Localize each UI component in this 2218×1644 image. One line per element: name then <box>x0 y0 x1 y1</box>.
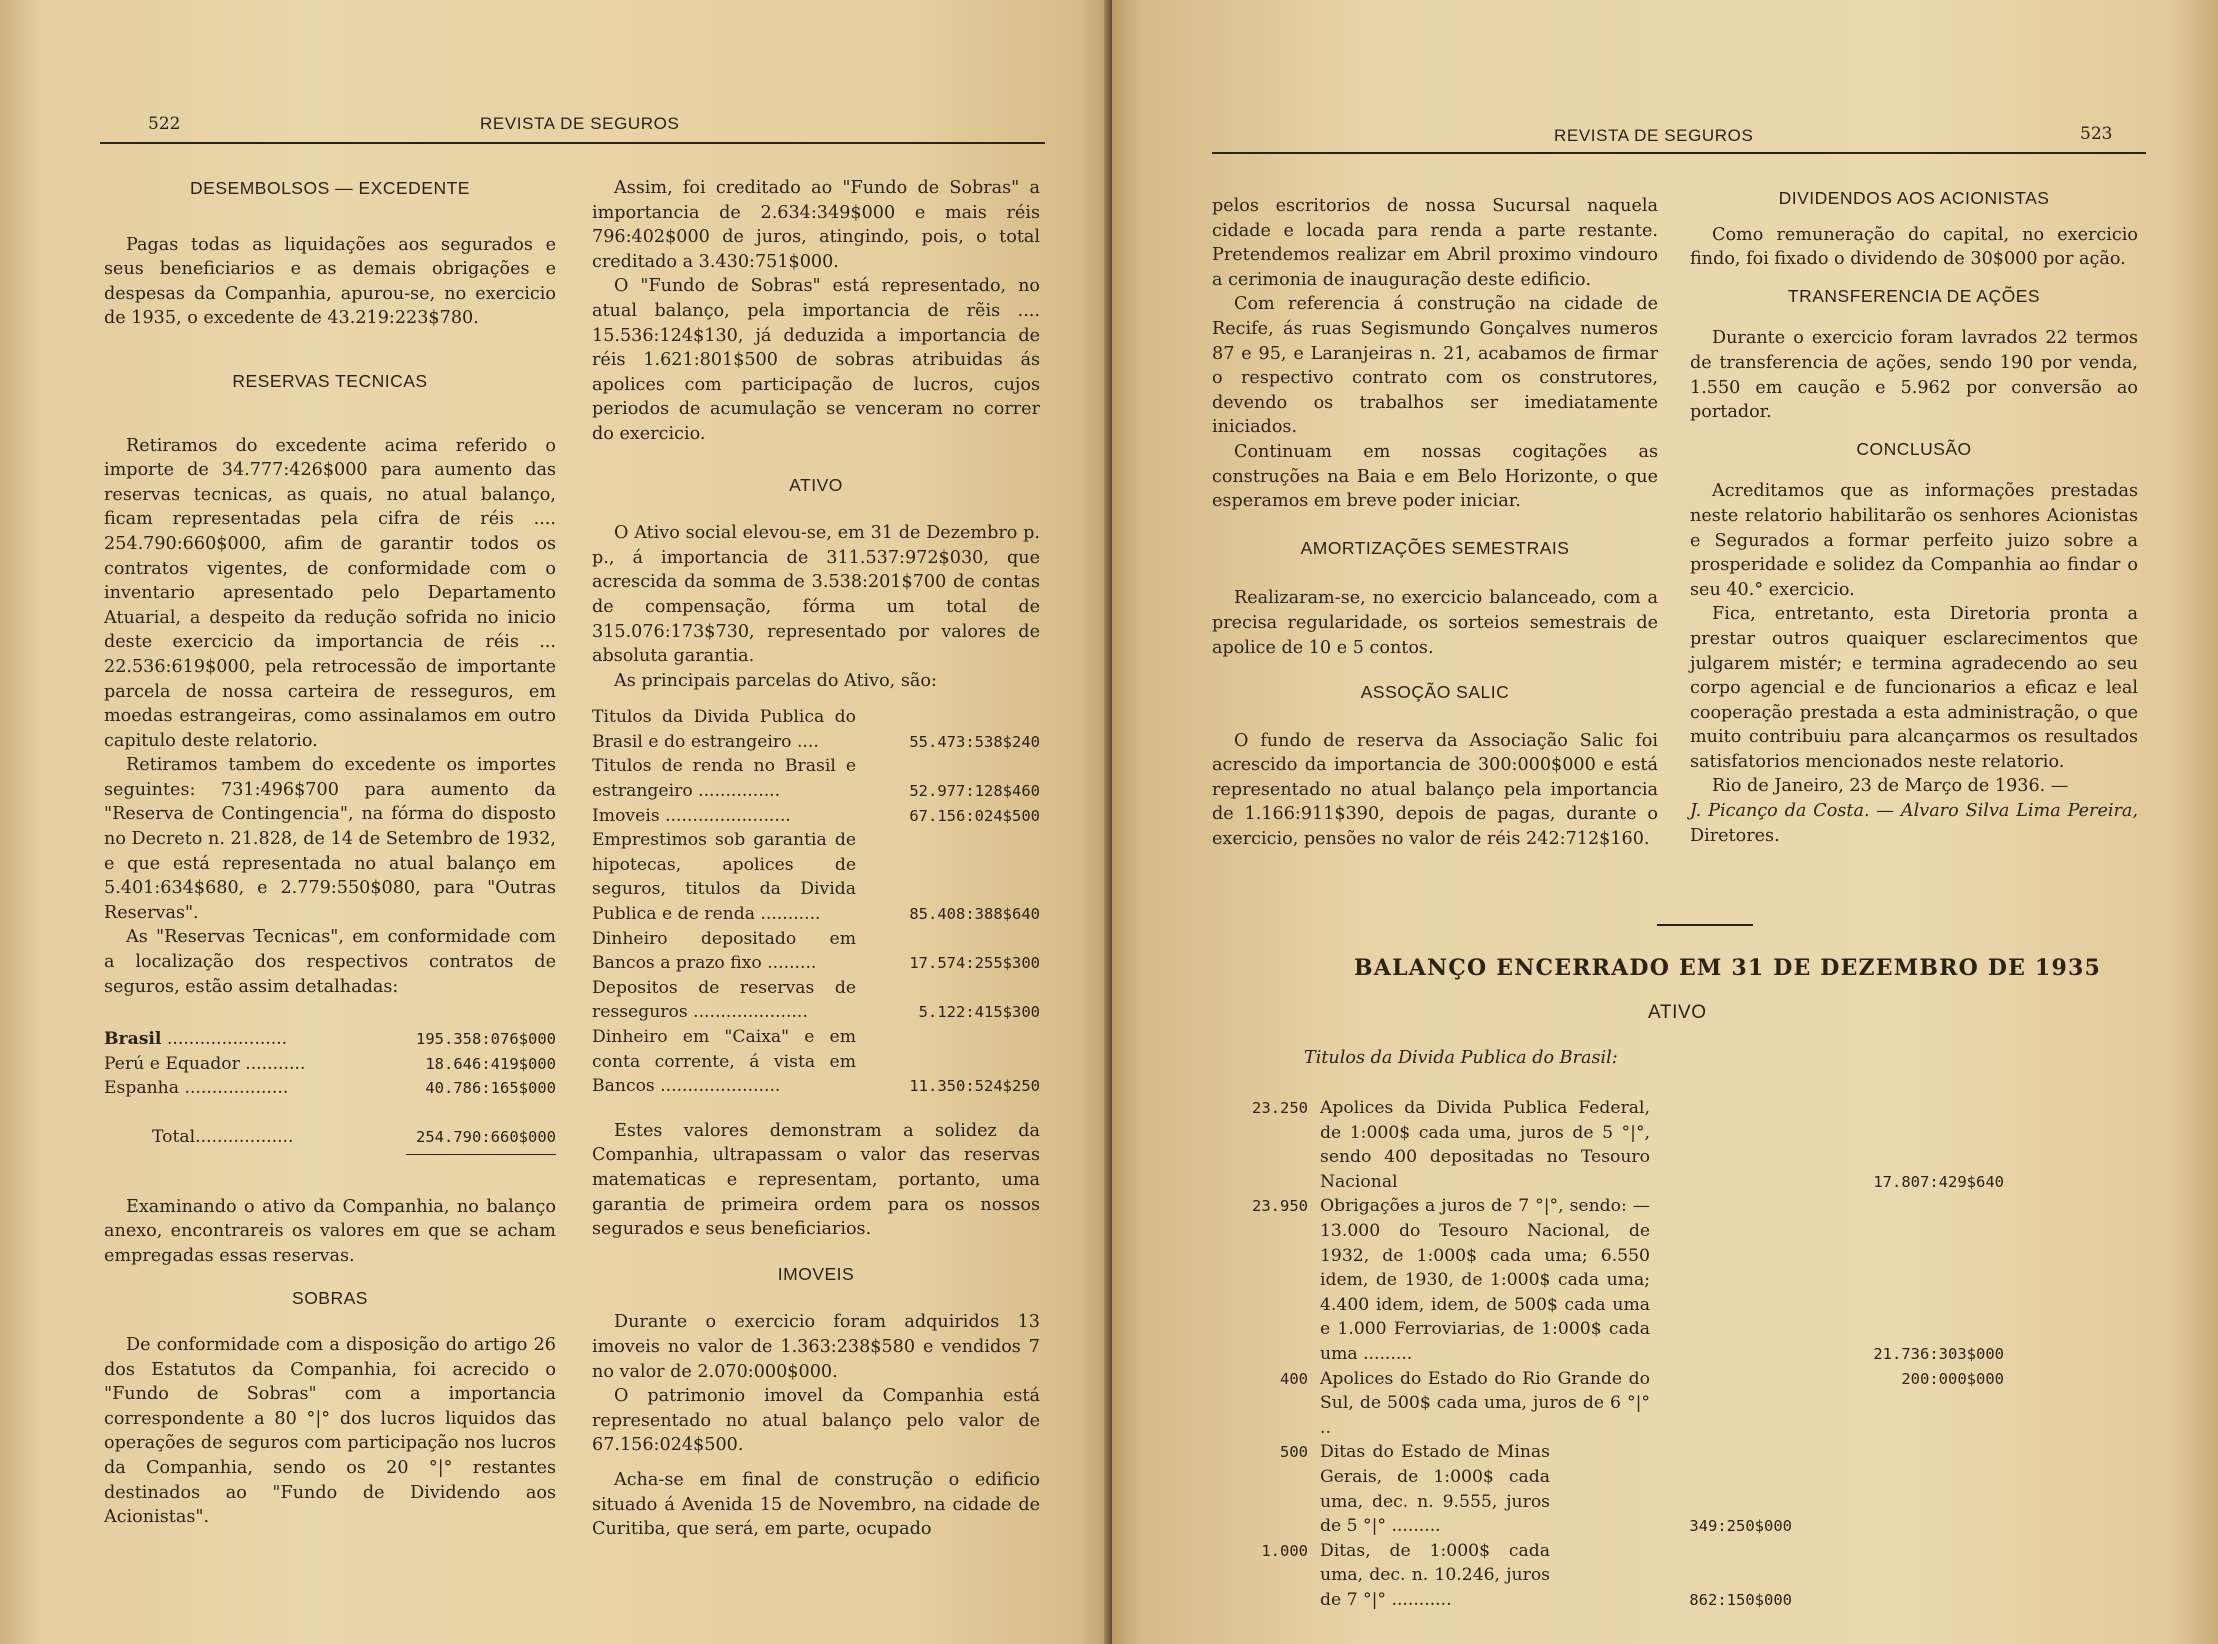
total-row <box>104 1125 556 1150</box>
header-rule <box>100 142 1045 144</box>
row-desc: Ditas, de 1:000$ cada uma, dec. n. 10.246, juros de 7 °|° ........... <box>1320 1540 1550 1610</box>
row-qty: 23.950 <box>1252 1197 1308 1216</box>
balanco-subtitle: ATIVO <box>1648 1002 1707 1023</box>
asset-label: Dinheiro em "Caixa" e em conta corrente, á vista em Bancos ...................... <box>592 1027 856 1097</box>
asset-label: Depositos de reservas de resseguros ..................... <box>592 977 856 1023</box>
signature-names: J. Picanço da Costa. — Alvaro Silva Lima Pereira, <box>1690 801 2138 822</box>
paragraph: Acreditamos que as informações prestadas neste relatorio habilitarão os senhores Acionistas e Segurados a formar perfeito juizo sobre a prosperidade e solidez da Companhia ao findar o seu 40.° exercicio. <box>1690 481 2138 600</box>
paragraph: Examinando o ativo da Companhia, no balanço anexo, encontrareis os valores em que se acham empregadas essas reservas. <box>104 1196 556 1266</box>
header-rule <box>1212 152 2146 154</box>
heading-transferencia: TRANSFERENCIA DE AÇÕES <box>1787 285 2041 306</box>
row-value: 40.786:165$000 <box>425 1079 556 1098</box>
row-desc: Obrigações a juros de 7 °|°, sendo: — 13.000 do Tesouro Nacional, de 1932, de 1:000$ cada uma; 6.550 idem, de 1930, de 1:000$ cada uma; 4.400 idem, idem, de 500$ cada uma e 1.000 Ferroviarias, de 1:000$ cada uma ......... <box>1320 1196 1650 1364</box>
asset-label: Imoveis ....................... <box>592 805 791 826</box>
row-value-2: 21.736:303$000 <box>1873 1344 2004 1363</box>
paragraph: pelos escritorios de nossa Sucursal naquela cidade e locada para renda a parte restante. Pretendemos realizar em Abril proximo vindouro a cerimonia de inauguração deste edificio. <box>1212 196 1658 290</box>
heading-imoveis: IMOVEIS <box>777 1263 855 1284</box>
signature-line <box>1690 799 2138 848</box>
right-column-2 <box>1690 186 2138 848</box>
paragraph: Pagas todas as liquidações aos segurados e seus beneficiarios e as demais obrigações e despesas da Companhia, apurou-se, no exercicio de 1935, o excedente de 43.219:223$780. <box>104 234 556 329</box>
paragraph: Retiramos tambem do excedente os importes seguintes: 731:496$700 para aumento da "Reserva de Contingencia", na fórma do disposto no Decreto n. 21.828, de 14 de Setembro de 1932, e que está representada no atual balanço em 5.401:634$680, e 2.779:550$080, para "Outras Reservas". <box>104 755 556 923</box>
paragraph: Como remuneração do capital, no exercicio findo, foi fixado o dividendo de 30$000 por ação. <box>1690 224 2138 270</box>
heading-reservas: RESERVAS TECNICAS <box>232 370 428 391</box>
table-row <box>592 976 1040 1025</box>
paragraph: Retiramos do excedente acima referido o importe de 34.777:426$000 para aumento das reservas tecnicas, as quais, no atual balanço, ficam representadas pela cifra de réis .... 254.790:660$000, afim de garantir todos os contratos vigentes, de conformidade com o inventario apresentado pelo Departamento Atuarial, a despeito da redução sofrida no inicio deste exercicio da importancia de réis ... 22.536:619$000, pela retrocessão de importante parcela de nossa carteira de resseguros, em moedas estrangeiras, como assinalamos em outro capitulo deste relatorio. <box>104 435 556 751</box>
asset-label: Dinheiro depositado em Bancos a prazo fixo ......... <box>592 928 856 974</box>
row-value-1: 862:150$000 <box>1689 1590 1792 1609</box>
asset-label: Emprestimos sob garantia de hipotecas, apolices de seguros, titulos da Divida Publica e de renda ........... <box>592 830 856 925</box>
reserves-table <box>104 1027 556 1154</box>
table-row <box>592 1025 1040 1099</box>
heading-ativo: ATIVO <box>789 474 843 495</box>
asset-value: 67.156:024$500 <box>909 806 1040 825</box>
row-label: Perú e Equador <box>104 1053 240 1074</box>
paragraph: Continuam em nossas cogitações as construções na Baia e em Belo Horizonte, o que esperamos em breve poder iniciar. <box>1212 441 1658 512</box>
left-column-1 <box>104 176 556 1530</box>
section-divider <box>1657 924 1753 926</box>
table-row <box>592 754 1040 803</box>
balanco-title: BALANÇO ENCERRADO EM 31 DE DEZEMBRO DE 1935 <box>1354 955 2101 981</box>
paragraph: O patrimonio imovel da Companhia está representado no atual balanço pelo valor de 67.156:024$500. <box>592 1386 1040 1456</box>
paragraph: Durante o exercicio foram adquiridos 13 imoveis no valor de 1.363:238$580 e vendidos 7 no valor de 2.070:000$000. <box>592 1312 1040 1382</box>
row-value-2: 200:000$000 <box>1901 1369 2004 1388</box>
row-value: 18.646:419$000 <box>425 1054 556 1073</box>
asset-label: Titulos da Divida Publica do Brasil e do estrangeiro .... <box>592 707 856 752</box>
signature-place: Rio de Janeiro, 23 de Março de 1936. — <box>1712 776 2069 797</box>
paragraph: Estes valores demonstram a solidez da Companhia, ultrapassam o valor das reservas matematicas e representam, portanto, uma garantia de primeira ordem para os nossos segurados e seus beneficiarios. <box>592 1120 1040 1240</box>
right-column-1 <box>1212 194 1658 852</box>
paragraph: Fica, entretanto, esta Diretoria pronta a prestar outros quaiquer esclarecimentos que julgarem mistér; e termina agradecendo ao seu corpo agencial e de funcionarios a eficaz e leal cooperação prestada a esta administração, o que muito contribuiu para alcançarmos os resultados satisfatorios mencionados neste relatorio. <box>1690 604 2138 772</box>
running-head: REVISTA DE SEGUROS <box>480 114 680 133</box>
right-page <box>1112 0 2218 1644</box>
row-value-2: 17.807:429$640 <box>1873 1172 2004 1191</box>
paragraph: Com referencia á construção na cidade de Recife, ás ruas Segismundo Gonçalves numeros 87 e 95, e Laranjeiras n. 21, acabamos de firmar o respectivo contrato com os construtores, devendo os trabalhos ser imediatamente iniciados. <box>1212 294 1658 438</box>
paragraph: De conformidade com a disposição do artigo 26 dos Estatutos da Companhia, foi acrecido o "Fundo de Sobras" com a importancia correspondente a 80 °|° dos lucros liquidos das operações de seguros com participação nos lucros da Companhia, sendo os 20 °|° restantes destinados ao "Fundo de Dividendo aos Acionistas". <box>104 1334 556 1528</box>
table-row <box>592 705 1040 754</box>
heading-sobras: SOBRAS <box>292 1288 368 1309</box>
page-number: 522 <box>148 114 181 134</box>
heading-amortizacoes: AMORTIZAÇÕES SEMESTRAIS <box>1300 537 1570 558</box>
row-desc: Ditas do Estado de Minas Gerais, de 1:000$ cada uma, dec. n. 9.555, juros de 5 °|° ......... <box>1320 1442 1550 1537</box>
asset-value: 17.574:255$300 <box>909 954 1040 973</box>
total-value: 254.790:660$000 <box>416 1128 556 1146</box>
page-number: 523 <box>2080 124 2113 144</box>
heading-conclusao: CONCLUSÃO <box>1856 438 1972 459</box>
table-row <box>592 828 1040 926</box>
row-qty: 1.000 <box>1261 1541 1308 1560</box>
table-row <box>104 1027 556 1052</box>
total-label: Total <box>152 1127 196 1147</box>
row-label: Espanha <box>104 1078 180 1099</box>
row-dots: ................... <box>184 1078 289 1099</box>
row-qty: 500 <box>1280 1443 1308 1462</box>
paragraph: Durante o exercicio foram lavrados 22 termos de transferencia de ações, sendo 190 por venda, 1.550 em caução e 5.962 por conversão ao portador. <box>1690 328 2138 423</box>
table-row <box>592 927 1040 976</box>
heading-desembolsos: DESEMBOLSOS — EXCEDENTE <box>190 178 470 198</box>
paragraph: Assim, foi creditado ao "Fundo de Sobras" a importancia de 2.634:349$000 e mais réis 796:402$000 de juros, atingindo, pois, o total creditado a 3.430:751$000. <box>592 178 1040 272</box>
row-qty: 23.250 <box>1252 1099 1308 1117</box>
row-value: 195.358:076$000 <box>416 1030 556 1049</box>
paragraph: Realizaram-se, no exercicio balanceado, com a precisa regularidade, os sorteios semestrais de apolice de 10 e 5 contos. <box>1212 588 1658 658</box>
row-qty: 400 <box>1280 1369 1308 1388</box>
table-row <box>104 1052 556 1077</box>
heading-dividendos: DIVIDENDOS AOS ACIONISTAS <box>1778 188 2050 208</box>
paragraph: O fundo de reserva da Associação Salic foi acrescido da importancia de 300:000$000 e está representado no atual balanço pela importancia de 1.166:911$390, depois de pagas, durante o exercicio, pensões no valor de réis 242:712$160. <box>1212 730 1658 850</box>
heading-salic: ASSOÇÃO SALIC <box>1360 682 1510 703</box>
asset-value: 55.473:538$240 <box>909 732 1040 751</box>
row-value-1: 349:250$000 <box>1689 1517 1792 1536</box>
row-desc: Apolices da Divida Publica Federal, de 1:000$ cada uma, juros de 5 °|°, sendo 400 depositadas no Tesouro Nacional <box>1320 1098 1650 1192</box>
balanco-section: Titulos da Divida Publica do Brasil: <box>1304 1048 1618 1068</box>
asset-value: 5.122:415$300 <box>918 1003 1040 1022</box>
table-row <box>592 804 1040 829</box>
paragraph: O "Fundo de Sobras" está representado, no atual balanço, pela importancia de rẽis .... 15.536:124$130, já deduzida a importancia de réis 1.621:801$500 de sobras atribuidas ás apolices com participação de lucros, cujos periodos de acumulação se venceram no correr do exercicio. <box>592 276 1040 444</box>
row-label: Brasil <box>104 1029 162 1050</box>
paragraph: As "Reservas Tecnicas", em conformidade com a localização dos respectivos contratos de seguros, estão assim detalhadas: <box>104 927 556 997</box>
assets-table <box>592 705 1040 1099</box>
asset-value: 11.350:524$250 <box>909 1077 1040 1096</box>
table-row <box>104 1076 556 1101</box>
paragraph: O Ativo social elevou-se, em 31 de Dezembro p. p., á importancia de 311.537:972$030, que acrescida da somma de 3.538:201$700 de contas de compensação, fórma um total de 315.076:173$730, representado por valores de absoluta garantia. <box>592 523 1040 667</box>
running-head: REVISTA DE SEGUROS <box>1554 126 1754 145</box>
balanco-table <box>1228 1096 2004 1612</box>
total-dots: .................. <box>195 1127 294 1147</box>
asset-label: Titulos de renda no Brasil e estrangeiro ............... <box>592 756 856 802</box>
asset-value: 52.977:128$460 <box>909 782 1040 801</box>
paragraph: As principais parcelas do Ativo, são: <box>614 670 937 691</box>
paragraph: Acha-se em final de construção o edificio situado á Avenida 15 de Novembro, na cidade de Curitiba, que será, em parte, ocupado <box>592 1469 1040 1540</box>
row-dots: ........... <box>245 1053 306 1074</box>
row-desc: Apolices do Estado do Rio Grande do Sul, de 500$ cada uma, juros de 6 °|° .. <box>1320 1368 1650 1438</box>
signature-role: Diretores. <box>1690 825 1780 846</box>
asset-value: 85.408:388$640 <box>909 905 1040 924</box>
left-column-2 <box>592 176 1040 1542</box>
row-dots: ...................... <box>166 1029 288 1050</box>
